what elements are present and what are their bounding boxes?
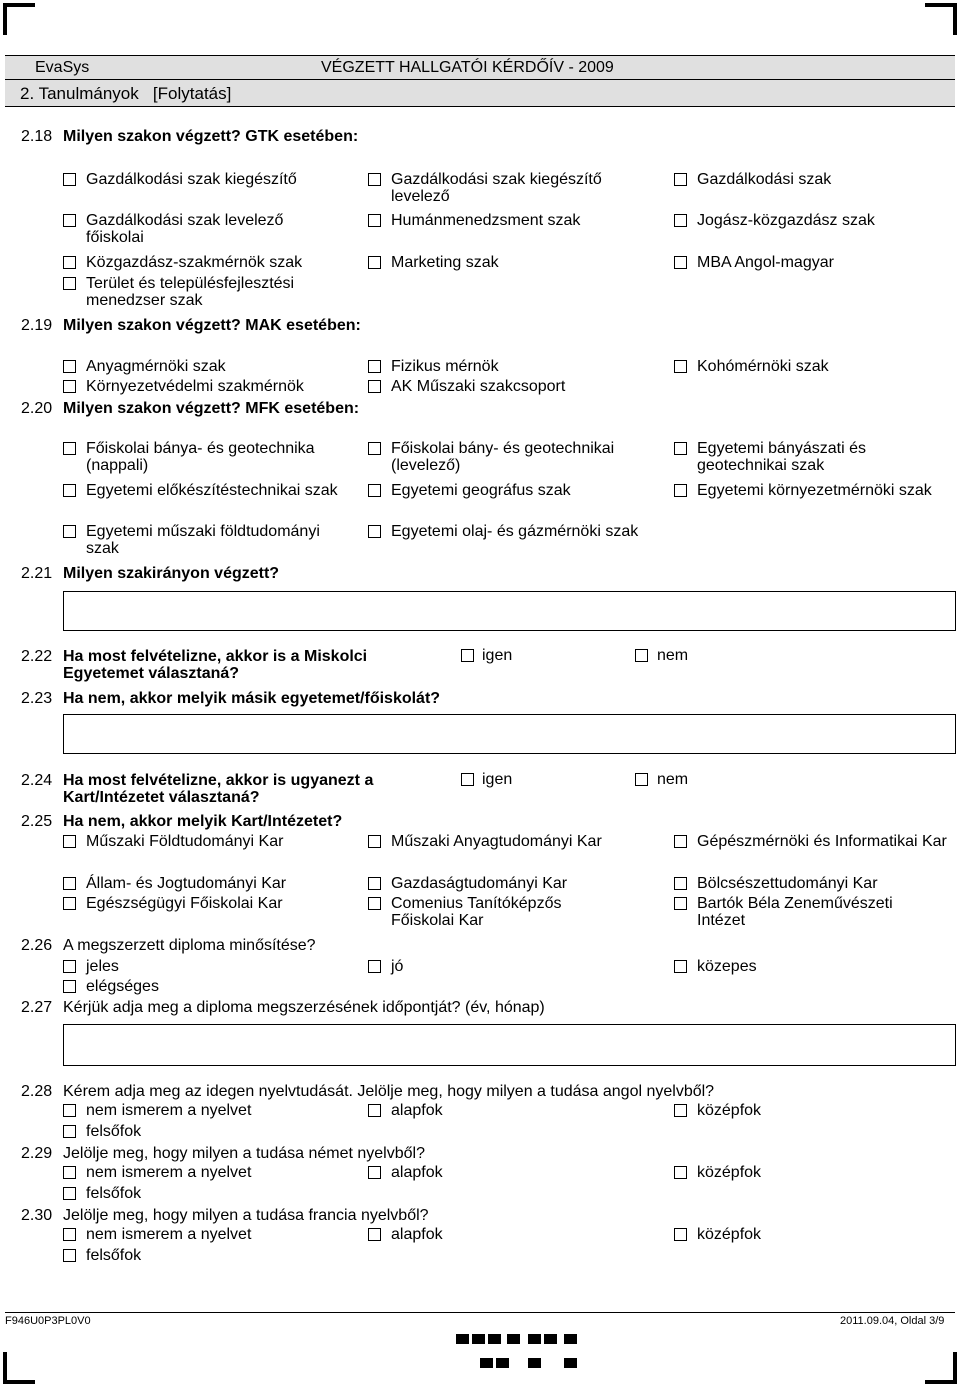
checkbox[interactable]: [63, 835, 76, 848]
checkbox[interactable]: [674, 360, 687, 373]
question-number: 2.22: [21, 648, 53, 665]
checkbox[interactable]: [63, 214, 76, 227]
option-label: igen: [482, 647, 513, 664]
question-number: 2.27: [21, 999, 53, 1016]
option-label: Egyetemi geográfus szak: [391, 482, 571, 499]
checkbox[interactable]: [63, 173, 76, 186]
checkbox[interactable]: [368, 897, 381, 910]
checkbox[interactable]: [368, 835, 381, 848]
option-label: Műszaki Anyagtudományi Kar: [391, 833, 602, 850]
question-text: Ha most felvételizne, akkor is a Miskolci: [63, 648, 368, 665]
checkbox[interactable]: [674, 897, 687, 910]
option-label: Terület és településfejlesztési menedzser szak: [86, 275, 295, 309]
option-label: Bartók Béla Zeneművészeti Intézet: [697, 895, 893, 929]
text-input-box[interactable]: [63, 1024, 956, 1066]
option-label: felsőfok: [86, 1247, 142, 1264]
checkbox[interactable]: [368, 960, 381, 973]
corner-mark-bottom-left: [3, 1352, 35, 1384]
option-label: Gazdaságtudományi Kar: [391, 875, 568, 892]
form-header: [5, 55, 955, 80]
option-label: alapfok: [391, 1164, 443, 1181]
question-text: Milyen szakirányon végzett?: [63, 565, 280, 582]
option-label: MBA Angol-magyar: [697, 254, 834, 271]
question-text: A megszerzett diploma minősítése?: [63, 937, 316, 954]
option-label: Comenius Tanítóképzős Főiskolai Kar: [391, 895, 562, 929]
checkbox[interactable]: [674, 484, 687, 497]
footer-rule: [5, 1312, 955, 1313]
checkbox[interactable]: [63, 484, 76, 497]
checkbox[interactable]: [368, 1104, 381, 1117]
checkbox[interactable]: [674, 1166, 687, 1179]
checkbox[interactable]: [368, 442, 381, 455]
section-header: [5, 80, 955, 107]
option-label: Gazdálkodási szak: [697, 171, 832, 188]
option-label: Gazdálkodási szak kiegészítő: [86, 171, 297, 188]
option-label: nem ismerem a nyelvet: [86, 1102, 252, 1119]
checkbox[interactable]: [63, 1249, 76, 1262]
question-number: 2.25: [21, 813, 53, 830]
question-number: 2.26: [21, 937, 53, 954]
footer-code: F946U0P3PL0V0: [5, 1315, 91, 1327]
question-text: Milyen szakon végzett? MAK esetében:: [63, 317, 361, 334]
question-number: 2.20: [21, 400, 53, 417]
question-number: 2.30: [21, 1207, 53, 1224]
question-text: Ha most felvételizne, akkor is ugyanezt a: [63, 772, 374, 789]
option-label: Kohómérnöki szak: [697, 358, 829, 375]
option-label: igen: [482, 771, 513, 788]
option-label: középfok: [697, 1164, 762, 1181]
checkbox[interactable]: [63, 877, 76, 890]
option-label: felsőfok: [86, 1123, 142, 1140]
text-input-box[interactable]: [63, 714, 956, 754]
question-number: 2.24: [21, 772, 53, 789]
checkbox[interactable]: [674, 877, 687, 890]
question-text: Milyen szakon végzett? GTK esetében:: [63, 128, 359, 145]
option-label: alapfok: [391, 1226, 443, 1243]
option-label: jeles: [86, 958, 119, 975]
option-label: Humánmenedzsment szak: [391, 212, 581, 229]
checkbox[interactable]: [63, 980, 76, 993]
question-text: Kart/Intézetet választaná?: [63, 789, 260, 806]
checkbox[interactable]: [674, 835, 687, 848]
checkbox[interactable]: [461, 773, 474, 786]
checkbox[interactable]: [368, 1166, 381, 1179]
option-label: Gazdálkodási szak kiegészítő levelező: [391, 171, 602, 205]
question-number: 2.21: [21, 565, 53, 582]
option-label: Egyetemi műszaki földtudományi szak: [86, 523, 320, 557]
question-text: Kérjük adja meg a diploma megszerzésének időpontját? (év, hónap): [63, 999, 545, 1016]
option-label: jó: [391, 958, 404, 975]
checkbox[interactable]: [635, 649, 648, 662]
option-label: Műszaki Földtudományi Kar: [86, 833, 284, 850]
checkbox[interactable]: [674, 1228, 687, 1241]
option-label: Gépészmérnöki és Informatikai Kar: [697, 833, 947, 850]
option-label: Gazdálkodási szak levelező főiskolai: [86, 212, 284, 246]
option-label: Közgazdász-szakmérnök szak: [86, 254, 303, 271]
checkbox[interactable]: [63, 277, 76, 290]
text-input-box[interactable]: [63, 591, 956, 631]
option-label: Környezetvédelmi szakmérnök: [86, 378, 304, 395]
checkbox[interactable]: [368, 214, 381, 227]
option-label: Egyetemi bányászati és geotechnikai szak: [697, 440, 866, 474]
option-label: Egyetemi környezetmérnöki szak: [697, 482, 932, 499]
checkbox[interactable]: [368, 1228, 381, 1241]
option-label: Egyetemi olaj- és gázmérnöki szak: [391, 523, 639, 540]
checkbox[interactable]: [63, 1125, 76, 1138]
question-text: Ha nem, akkor melyik Kart/Intézetet?: [63, 813, 343, 830]
checkbox[interactable]: [368, 360, 381, 373]
option-label: AK Műszaki szakcsoport: [391, 378, 566, 395]
checkbox[interactable]: [368, 173, 381, 186]
option-label: nem: [657, 771, 689, 788]
checkbox[interactable]: [674, 173, 687, 186]
question-text: Kérem adja meg az idegen nyelvtudását. Jelölje meg, hogy milyen a tudása angol nyelvből?: [63, 1083, 715, 1100]
option-label: Bölcsészettudományi Kar: [697, 875, 878, 892]
checkbox[interactable]: [63, 897, 76, 910]
option-label: Főiskolai bánya- és geotechnika (nappali): [86, 440, 315, 474]
checkbox[interactable]: [63, 380, 76, 393]
option-label: nem: [657, 647, 689, 664]
option-label: elégséges: [86, 978, 159, 995]
checkbox[interactable]: [63, 1187, 76, 1200]
option-label: középfok: [697, 1226, 762, 1243]
form-title: VÉGZETT HALLGATÓI KÉRDŐÍV - 2009: [321, 59, 614, 76]
checkbox[interactable]: [368, 484, 381, 497]
option-label: Egyetemi előkészítéstechnikai szak: [86, 482, 338, 499]
option-label: felsőfok: [86, 1185, 142, 1202]
checkbox[interactable]: [63, 525, 76, 538]
checkbox[interactable]: [674, 442, 687, 455]
question-number: 2.28: [21, 1083, 53, 1100]
checkbox[interactable]: [63, 1166, 76, 1179]
checkbox[interactable]: [635, 773, 648, 786]
corner-mark-top-left: [3, 3, 35, 35]
option-label: nem ismerem a nyelvet: [86, 1226, 252, 1243]
checkbox[interactable]: [674, 214, 687, 227]
checkbox[interactable]: [674, 1104, 687, 1117]
question-number: 2.18: [21, 128, 53, 145]
question-text: Jelölje meg, hogy milyen a tudása francia nyelvből?: [63, 1207, 429, 1224]
option-label: alapfok: [391, 1102, 443, 1119]
app-name: EvaSys: [35, 59, 90, 76]
option-label: Fizikus mérnök: [391, 358, 499, 375]
footer-date-page: 2011.09.04, Oldal 3/9: [840, 1315, 945, 1327]
section-title: 2. Tanulmányok [Folytatás]: [20, 84, 232, 103]
checkbox[interactable]: [674, 256, 687, 269]
checkbox[interactable]: [368, 877, 381, 890]
checkbox[interactable]: [63, 1228, 76, 1241]
question-number: 2.23: [21, 690, 53, 707]
checkbox[interactable]: [461, 649, 474, 662]
checkbox[interactable]: [63, 256, 76, 269]
option-label: Anyagmérnöki szak: [86, 358, 226, 375]
option-label: Állam- és Jogtudományi Kar: [86, 875, 287, 892]
question-number: 2.19: [21, 317, 53, 334]
question-text: Jelölje meg, hogy milyen a tudása német nyelvből?: [63, 1145, 425, 1162]
option-label: Egészségügyi Főiskolai Kar: [86, 895, 283, 912]
corner-mark-bottom-right: [925, 1352, 957, 1384]
checkbox[interactable]: [63, 960, 76, 973]
option-label: közepes: [697, 958, 757, 975]
option-label: Főiskolai bány- és geotechnikai (levelező): [391, 440, 615, 474]
option-label: nem ismerem a nyelvet: [86, 1164, 252, 1181]
question-text: Egyetemet választaná?: [63, 665, 240, 682]
checkbox[interactable]: [368, 380, 381, 393]
question-text: Ha nem, akkor melyik másik egyetemet/főiskolát?: [63, 690, 441, 707]
corner-mark-top-right: [925, 3, 957, 35]
checkbox[interactable]: [368, 525, 381, 538]
checkbox[interactable]: [368, 256, 381, 269]
question-text: Milyen szakon végzett? MFK esetében:: [63, 400, 360, 417]
checkbox[interactable]: [63, 360, 76, 373]
checkbox[interactable]: [674, 960, 687, 973]
question-number: 2.29: [21, 1145, 53, 1162]
option-label: középfok: [697, 1102, 762, 1119]
option-label: Jogász-közgazdász szak: [697, 212, 875, 229]
option-label: Marketing szak: [391, 254, 499, 271]
checkbox[interactable]: [63, 1104, 76, 1117]
checkbox[interactable]: [63, 442, 76, 455]
